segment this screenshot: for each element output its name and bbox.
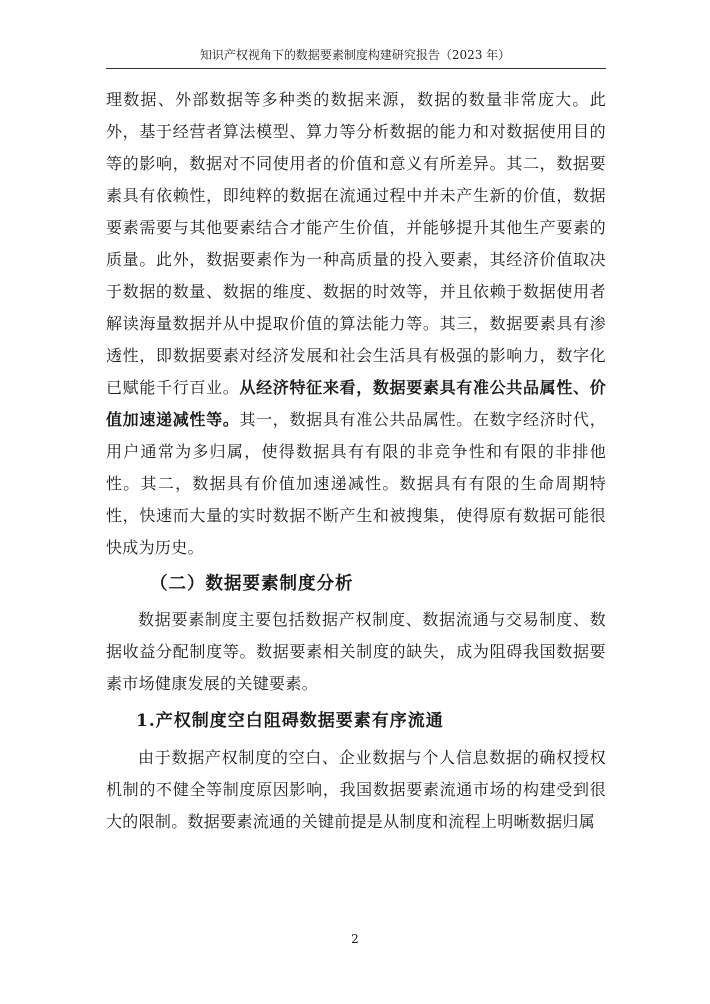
paragraph-text-tail: 其一，数据具有准公共品属性。在数字经济时代，用户通常为多归属，使得数据具有有限的非竞争性和有限的非排他性。其二，数据具有价值加速递减性。数据具有有限的生命周期特性，快速而大量的实时数据不断产生和被搜集，使得原有数据可能很快成为历史。: [106, 410, 606, 557]
paragraph-text: 理数据、外部数据等多种类的数据来源，数据的数量非常庞大。此外，基于经营者算法模型、算力等分析数据的能力和对数据使用目的等的影响，数据对不同使用者的价值和意义有所差异。其二，数据要素具有依赖性，即纯粹的数据在流通过程中并未产生新的价值，数据要素需要与其他要素结合才能产生价值，并能够提升其他生产要素的质量。此外，数据要素作为一种高质量的投入要素，其经济价值取决于数据的数量、数据的维度、数据的时效等，并且依赖于数据使用者解读海量数据并从中提取价值的算法能力等。其三，数据要素具有渗透性，即数据要素对经济发展和社会生活具有极强的影响力，数字化已赋能千行百业。: [106, 90, 606, 397]
page-body: [106, 84, 606, 838]
bold-key-sentence: 从经济特征来看，数据要素具有准公共品属性、价值加速递减性等。: [106, 378, 606, 429]
running-header: 知识产权视角下的数据要素制度构建研究报告（2023 年）: [199, 48, 511, 62]
body-paragraph: 数据要素制度主要包括数据产权制度、数据流通与交易制度、数据收益分配制度等。数据要素相关制度的缺失，成为阻碍我国数据要素市场健康发展的关键要素。: [106, 610, 606, 693]
section-heading: （二）数据要素制度分析: [150, 574, 354, 594]
subsection-heading: 1.产权制度空白阻碍数据要素有序流通: [136, 711, 444, 731]
header-rule: [106, 68, 606, 69]
body-paragraph: [106, 84, 606, 564]
body-paragraph: 由于数据产权制度的空白、企业数据与个人信息数据的确权授权机制的不健全等制度原因影响，我国数据要素流通市场的构建受到很大的限制。数据要素流通的关键前提是从制度和流程上明晰数据归属: [106, 748, 606, 831]
page-number: 2: [351, 932, 359, 946]
